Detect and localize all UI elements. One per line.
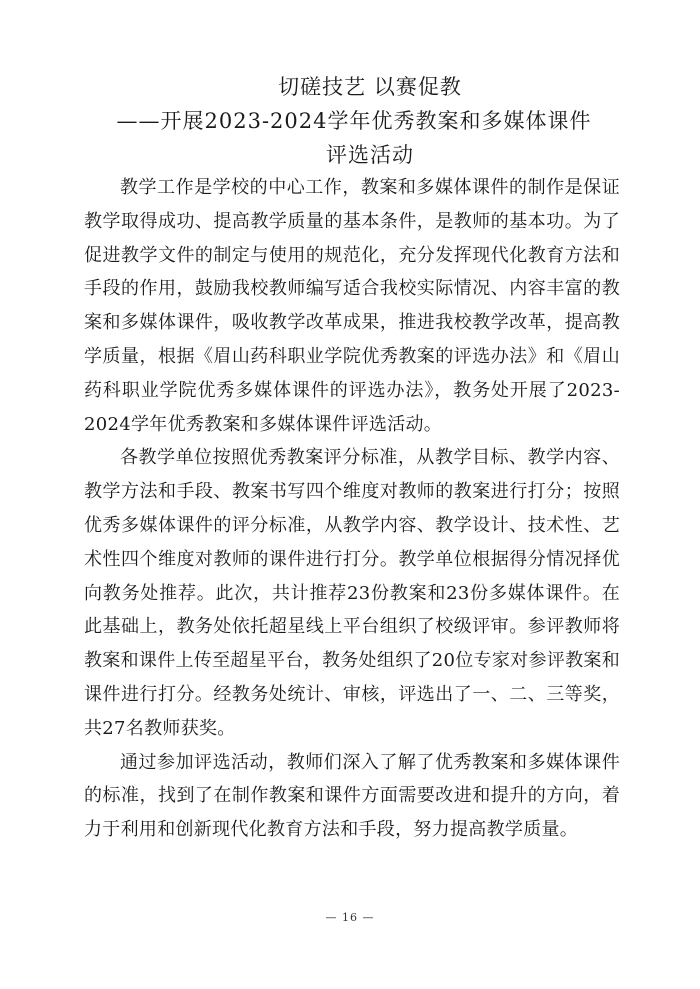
page-title: 切磋技艺 以赛促教 <box>278 75 462 99</box>
paragraph-intro: 教学工作是学校的中心工作，教案和多媒体课件的制作是保证教学取得成功、提高教学质量的基本条件，是教师的基本功。为了促进教学文件的制定与使用的规范化，充分发挥现代化教育方法和手段的作用，鼓励我校教师编写适合我校实际情况、内容丰富的教案和多媒体课件，吸收教学改革成果，推进我校教学改革，提高教学质量，根据《眉山药科职业学院优秀教案的评选办法》和《眉山药科职业学院优秀多媒体课件的评选办法》，教务处开展了2023-2024学年优秀教案和多媒体课件评选活动。 <box>84 177 620 435</box>
paragraph-process: 各教学单位按照优秀教案评分标准，从教学目标、教学内容、教学方法和手段、教案书写四个维度对教师的教案进行打分；按照优秀多媒体课件的评分标准，从教学内容、教学设计、技术性、艺术性四个维度对教师的课件进行打分。教学单位根据得分情况择优向教务处推荐。此次，共计推荐23份教案和23份多媒体课件。在此基础上，教务处依托超星线上平台组织了校级评审。参评教师将教案和课件上传至超星平台，教务处组织了20位专家对参评教案和课件进行打分。经教务处统计、审核，评选出了一、二、三等奖，共27名教师获奖。 <box>84 447 620 739</box>
body-text <box>84 171 620 847</box>
title-block <box>0 70 700 172</box>
page-number: — 16 — <box>325 911 375 924</box>
page-subtitle-tail: 评选活动 <box>326 143 414 167</box>
paragraph-conclusion: 通过参加评选活动，教师们深入了解了优秀教案和多媒体课件的标准，找到了在制作教案和课件方面需要改进和提升的方向，着力于利用和创新现代化教育方法和手段，努力提高教学质量。 <box>84 751 620 841</box>
page-subtitle: ——开展2023-2024学年优秀教案和多媒体课件 <box>116 109 592 133</box>
